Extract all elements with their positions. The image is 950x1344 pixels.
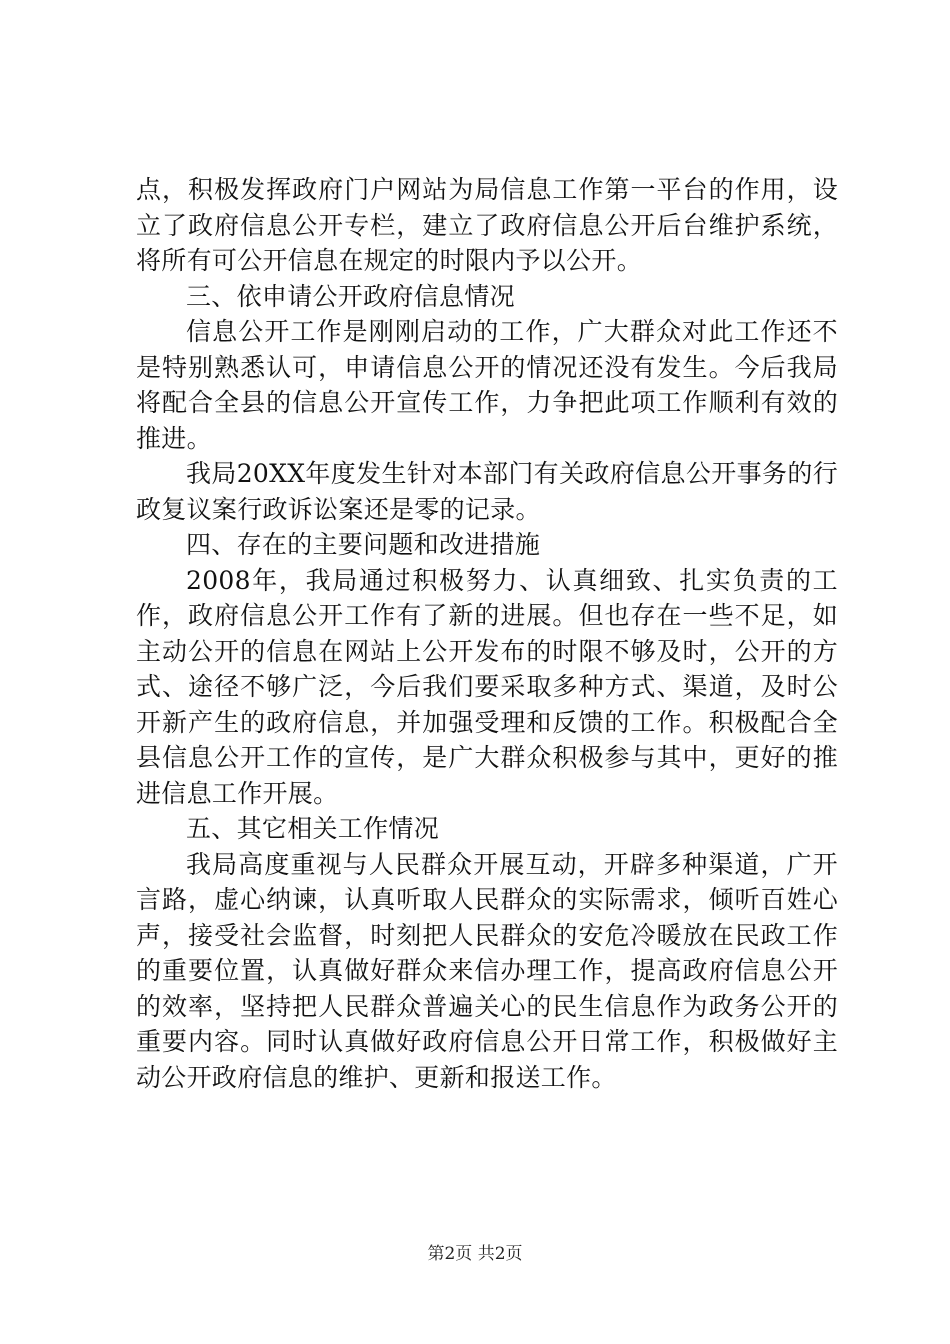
page-number-label: 第2页 共2页 bbox=[427, 1244, 523, 1264]
paragraph-review-record: 我局20XX年度发生针对本部门有关政府信息公开事务的行政复议案行政诉讼案还是零的记录。 bbox=[136, 459, 838, 524]
section-heading-3: 三、依申请公开政府信息情况 bbox=[186, 281, 515, 311]
paragraph-problems-improvements: 2008年，我局通过积极努力、认真细致、扎实负责的工作，政府信息公开工作有了新的进展。但也存在一些不足，如主动公开的信息在网站上公开发布的时限不够及时，公开的方式、途径不够广泛，今后我们要采取多种方式、渠道，及时公开新产生的政府信息，并加强受理和反馈的工作。积极配合全县信息公开工作的宣传，是广大群众积极参与其中，更好的推进信息工作开展。 bbox=[136, 565, 838, 808]
section-heading-4: 四、存在的主要问题和改进措施 bbox=[186, 530, 541, 559]
paragraph-other-work: 我局高度重视与人民群众开展互动，开辟多种渠道，广开言路，虚心纳谏，认真听取人民群众的实际需求，倾听百姓心声，接受社会监督，时刻把人民群众的安危冷暖放在民政工作的重要位置，认真做好群众来信办理工作，提高政府信息公开的效率，坚持把人民群众普遍关心的民生信息作为政务公开的重要内容。同时认真做好政府信息公开日常工作，积极做好主动公开政府信息的维护、更新和报送工作。 bbox=[136, 849, 838, 1092]
paragraph-application-status: 信息公开工作是刚刚启动的工作，广大群众对此工作还不是特别熟悉认可，申请信息公开的情况还没有发生。今后我局将配合全县的信息公开宣传工作，力争把此项工作顺利有效的推进。 bbox=[136, 317, 838, 453]
document-body bbox=[136, 172, 838, 1095]
section-heading-5: 五、其它相关工作情况 bbox=[186, 814, 440, 843]
paragraph-continuation: 点，积极发挥政府门户网站为局信息工作第一平台的作用，设立了政府信息公开专栏，建立了政府信息公开后台维护系统，将所有可公开信息在规定的时限内予以公开。 bbox=[136, 175, 838, 275]
page-footer bbox=[0, 1243, 950, 1265]
